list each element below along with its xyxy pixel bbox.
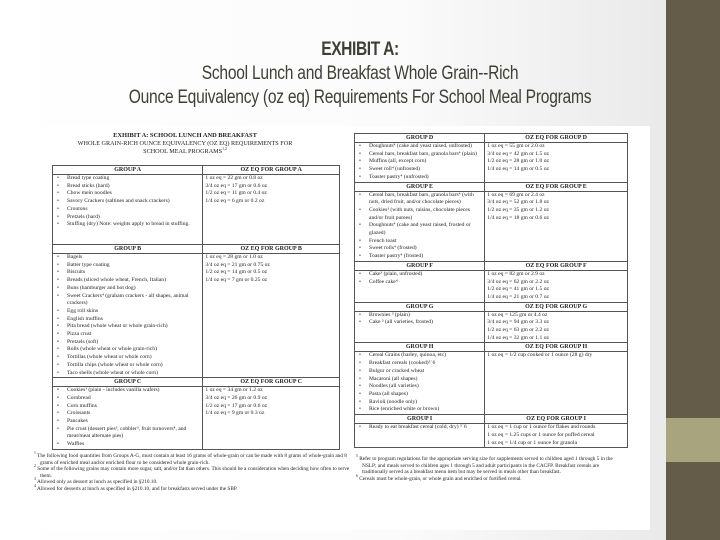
list-item: • Croissants [67, 410, 200, 418]
group-h-header: GROUP H [355, 343, 485, 352]
list-item: • Waffles [67, 441, 200, 449]
list-item: • Egg roll skins [67, 308, 200, 316]
list-item: • Cereal bars, breakfast bars, granola bars⁴ (with nuts, dried fruit, and/or chocolate pieces) [369, 192, 482, 207]
group-h-row [355, 352, 628, 415]
list-item: • Doughnuts⁴ (cake and yeast raised, unfrosted) [369, 143, 482, 151]
group-g-eq-header: OZ EQ FOR GROUP G [485, 302, 628, 311]
group-i-items [355, 424, 485, 448]
list-item: • Buns (hamburger and hot dog) [67, 285, 200, 293]
eq-line: 1 oz eq = 55 gm or 2.0 oz [487, 143, 545, 149]
eq-line: 1/4 oz eq = 14 gm or 0.5 oz [487, 166, 549, 173]
group-g-items [355, 311, 485, 343]
group-h-items [355, 352, 485, 415]
group-e-eq [485, 191, 628, 261]
eq-line: 1/2 oz eq = 35 gm or 1.2 oz [487, 206, 549, 213]
list-item: • Doughnuts⁴ (cake and yeast raised, frosted or glazed) [369, 222, 482, 237]
eq-line: 1 oz eq = 1/2 cup cooked or 1 ounce (28 g) dry [487, 352, 593, 359]
list-item: • Croutons [67, 206, 200, 214]
list-item: • Pancakes [67, 418, 200, 426]
eq-line: 1/2 oz eq = 17 gm or 0.6 oz [205, 402, 268, 409]
group-i-header: GROUP I [355, 415, 485, 424]
list-item: • Cookies³ (with nuts, raisins, chocolate pieces and/or fruit purees) [369, 207, 482, 222]
eq-line: 1/4 oz eq = 6 gm or 0.2 oz [205, 198, 265, 205]
group-h-header-row [355, 343, 628, 352]
eq-line: 3/4 oz eq = 26 gm or 0.9 oz [205, 394, 268, 401]
list-item: • Ready to eat breakfast cereal (cold, dry) ⁵˙6 [369, 424, 482, 432]
group-f-header-row [355, 261, 628, 270]
document-heading-3 [20, 148, 350, 156]
eq-line: 3/4 oz eq = 94 gm or 3.3 oz [487, 319, 549, 326]
list-item: • Pie crust (dessert pies³, cobbler³, fruit turnovers⁴, and meat/meat alternate pies) [67, 426, 200, 441]
footnote [32, 486, 354, 493]
eq-line: 1 oz eq = 34 gm or 1.2 oz [205, 387, 263, 394]
list-item: • Sweet rolls⁴ (frosted) [369, 245, 482, 253]
list-item: • Cereal bars, breakfast bars, granola bars⁴ (plain) [369, 151, 482, 159]
group-e-header-row [355, 182, 628, 191]
list-item: • French toast [369, 238, 482, 246]
eq-line: 3/4 oz eq = 21 gm or 0.75 oz [205, 261, 270, 268]
exhibit-document-image [20, 126, 650, 530]
list-item: • Bread type coating [67, 175, 200, 183]
group-e-header: GROUP E [355, 182, 485, 191]
group-a-items [53, 175, 203, 245]
eq-line: 1/2 oz eq = 28 gm or 1.0 oz [487, 158, 549, 165]
eq-line: 1 oz eq = 1/4 cup or 1 ounce for granola [487, 439, 578, 446]
list-item: • Coffee cake⁴ [369, 279, 482, 287]
footnote-mark: 3 [34, 477, 36, 482]
left-groups-table [52, 165, 340, 450]
list-item: • Pretzels (soft) [67, 339, 200, 347]
group-d-row [355, 143, 628, 183]
footnote-mark: 2 [34, 464, 36, 469]
group-d-header: GROUP D [355, 134, 485, 143]
group-b-eq-header: OZ EQ FOR GROUP B [203, 245, 340, 254]
group-g-header-row [355, 302, 628, 311]
eq-line: 1 oz eq = 69 gm or 2.4 oz [487, 191, 545, 198]
slide-title [0, 38, 720, 110]
group-h-eq [485, 352, 628, 415]
list-item: • Corn muffins [67, 403, 200, 411]
eq-line: 1/4 oz eq = 9 gm or 0.3 oz [205, 410, 265, 417]
list-item: • Breads (sliced whole wheat, French, Italian) [67, 277, 200, 285]
group-g-row [355, 311, 628, 343]
group-a-eq [203, 175, 340, 245]
eq-line: 1/4 oz eq = 7 gm or 0.25 oz [205, 277, 268, 284]
list-item: • Cornbread [67, 395, 200, 403]
eq-line: 1 oz eq = 1.25 cups or 1 ounce for puffed cereal [487, 431, 595, 438]
group-d-header-row [355, 134, 628, 143]
title-line-1: EXHIBIT A: [321, 39, 399, 60]
list-item: • Breakfast cereals (cooked)⁵˙6 [369, 360, 482, 368]
group-b-row [53, 254, 340, 378]
list-item: • Pizza crust [67, 331, 200, 339]
eq-line: 3/4 oz eq = 52 gm or 1.8 oz [487, 199, 549, 206]
list-item: • Pretzels (hard) [67, 214, 200, 222]
group-d-items [355, 143, 485, 183]
list-item: • Pasta (all shapes) [369, 391, 482, 399]
list-item: • Bulgur or cracked wheat [369, 368, 482, 376]
footnote [32, 451, 354, 469]
eq-line: 1 oz eq = 82 gm or 2.9 oz [487, 270, 545, 277]
group-b-eq [203, 254, 340, 378]
list-item: • Muffins (all, except corn) [369, 158, 482, 166]
footnote-text: Refer to program regulations for the appropriate serving size for supplements served to children aged 1 through 5 in the NSLP; and meals served to children ages 1 through 5 and adult participants in the CACFP. Breakfast cereals are traditionally served as a breakfast menu item but may be served in meals other than breakfast. [359, 456, 613, 476]
group-f-items [355, 270, 485, 302]
list-item: • Cake³ (plain, unfrosted) [369, 271, 482, 279]
group-f-eq-header: OZ EQ FOR GROUP F [485, 261, 628, 270]
group-f-row [355, 270, 628, 302]
eq-line: 1/4 oz eq = 21 gm or 0.7 oz [487, 293, 549, 300]
footnote-mark: 4 [34, 484, 36, 489]
eq-line: 3/4 oz eq = 42 gm or 1.5 oz [487, 150, 549, 157]
group-b-items [53, 254, 203, 378]
list-item: • Ravioli (noodle only) [369, 399, 482, 407]
group-e-row [355, 191, 628, 261]
group-i-header-row [355, 415, 628, 424]
document-heading-2: WHOLE GRAIN-RICH OUNCE EQUIVALENCY (OZ EQ) REQUIREMENTS FOR [77, 140, 293, 147]
group-e-eq-header: OZ EQ FOR GROUP E [485, 182, 628, 191]
footnote-text: Some of the following grains may contain more sugar, salt, and/or fat than others. This should be a consideration when deciding how often to serve them. [37, 466, 350, 479]
group-i-eq-header: OZ EQ FOR GROUP I [485, 415, 628, 424]
list-item: • Brownies ³ (plain) [369, 312, 482, 320]
eq-line: 1/2 oz eq = 11 gm or 0.4 oz [205, 190, 267, 197]
right-groups-table [354, 133, 628, 448]
eq-line: 1 oz eq = 22 gm or 0.8 oz [205, 175, 263, 181]
group-d-eq [485, 143, 628, 183]
list-item: • Sweet roll⁴ (unfrosted) [369, 166, 482, 174]
eq-line: 1/2 oz eq = 63 gm or 2.2 oz [487, 327, 549, 334]
list-item: • Savory Crackers (saltines and snack crackers) [67, 198, 200, 206]
group-c-eq [203, 387, 340, 450]
footnote-mark: 1 [34, 451, 36, 456]
footnote-text: Allowed only as dessert at lunch as specified in §210.10. [36, 479, 158, 486]
eq-line: 3/4 oz eq = 62 gm or 2.2 oz [487, 278, 549, 285]
footnote [354, 476, 624, 483]
group-c-row [53, 387, 340, 450]
footnotes-left [32, 453, 354, 493]
footnote-mark: 6 [356, 474, 358, 479]
list-item: • Biscuits [67, 269, 200, 277]
list-item: • Toaster pastry⁴ (frosted) [369, 253, 482, 261]
footnote-text: Allowed for desserts at lunch as specified in §210.10, and for breakfasts served under the SBP. [36, 485, 238, 492]
footnote-text: The following food quantities from Groups A-G, must contain at least 16 grams of whole-grain or can be made with 8 grams of whole-grain and 8 grams of enriched meal and/or enriched flour to be considered whole grain-rich. [37, 453, 347, 466]
list-item: • Sweet Crackers⁴ (graham crackers - all shapes, animal crackers) [67, 293, 200, 308]
group-a-header-row [53, 166, 340, 175]
group-d-eq-header: OZ EQ FOR GROUP D [485, 134, 628, 143]
eq-line: 1 oz eq = 28 gm or 1.0 oz [205, 254, 263, 260]
group-c-header: GROUP C [53, 378, 203, 387]
group-g-eq [485, 311, 628, 343]
list-item: • Batter type coating [67, 262, 200, 270]
list-item: • Rice (enriched white or brown) [369, 406, 482, 414]
list-item: • Rolls (whole wheat or whole grain-rich) [67, 346, 200, 354]
eq-line: 1/4 oz eq = 18 gm or 0.6 oz [487, 214, 549, 221]
list-item: • Bagels [67, 254, 200, 262]
list-item: • Tortilla chips (whole wheat or whole corn) [67, 362, 200, 370]
footnote-text: Cereals must be whole-grain, or whole grain and enriched or fortified cereal. [359, 475, 522, 482]
document-heading [20, 132, 350, 155]
group-b-header: GROUP B [53, 245, 203, 254]
list-item: • Cookies³ (plain - includes vanilla wafers) [67, 387, 200, 395]
group-c-items [53, 387, 203, 450]
title-line-3: Ounce Equivalency (oz eq) Requirements For School Meal Programs [128, 87, 592, 108]
group-a-eq-header: OZ EQ FOR GROUP A [203, 166, 340, 175]
list-item: • Noodles (all varieties) [369, 383, 482, 391]
document-heading-1: EXHIBIT A: SCHOOL LUNCH AND BREAKFAST [113, 132, 257, 139]
group-e-items [355, 191, 485, 261]
list-item: • Macaroni (all shapes) [369, 376, 482, 384]
footnotes-right [354, 456, 624, 482]
group-a-row [53, 175, 340, 245]
list-item: • Pita bread (whole wheat or whole grain-rich) [67, 323, 200, 331]
group-f-eq [485, 270, 628, 302]
eq-line: 1/2 oz eq = 14 gm or 0.5 oz [205, 269, 268, 276]
list-item: • Toaster pastry⁴ (unfrosted) [369, 174, 482, 182]
heading-3-sup: 1,2 [222, 146, 227, 151]
footnote [32, 466, 354, 479]
group-i-eq [485, 424, 628, 448]
group-c-header-row [53, 378, 340, 387]
eq-line: 3/4 oz eq = 17 gm or 0.6 oz [205, 182, 268, 189]
list-item: • Tortillas (whole wheat or whole corn) [67, 354, 200, 362]
title-line-2: School Lunch and Breakfast Whole Grain--Rich [201, 63, 519, 84]
group-i-row [355, 424, 628, 448]
group-h-eq-header: OZ EQ FOR GROUP H [485, 343, 628, 352]
list-item: • Taco shells (whole wheat or whole corn) [67, 370, 200, 378]
eq-line: 1/2 oz eq = 41 gm or 1.5 oz [487, 286, 549, 293]
list-item: • Cake ³ (all varieties, frosted) [369, 319, 482, 327]
list-item: • Bread sticks (hard) [67, 183, 200, 191]
footnote-mark: 5 [356, 454, 358, 459]
list-item: • Chow mein noodles [67, 190, 200, 198]
group-b-header-row [53, 245, 340, 254]
group-g-header: GROUP G [355, 302, 485, 311]
group-a-header: GROUP A [53, 166, 203, 175]
eq-line: 1/4 oz eq = 32 gm or 1.1 oz [487, 334, 549, 341]
sidebar-accent-band [666, 418, 720, 462]
eq-line: 1 oz eq = 1 cup or 1 ounce for flakes and rounds [487, 424, 596, 431]
heading-3-text: SCHOOL MEAL PROGRAMS [143, 147, 223, 155]
eq-line: 1 oz eq = 125 gm or 4.4 oz [487, 311, 548, 318]
list-item: • Cereal Grains (barley, quinoa, etc) [369, 352, 482, 360]
list-item: • Stuffing (dry) Note: weights apply to bread in stuffing. [67, 221, 200, 229]
list-item: • English muffins [67, 316, 200, 324]
group-c-eq-header: OZ EQ FOR GROUP C [203, 378, 340, 387]
group-f-header: GROUP F [355, 261, 485, 270]
